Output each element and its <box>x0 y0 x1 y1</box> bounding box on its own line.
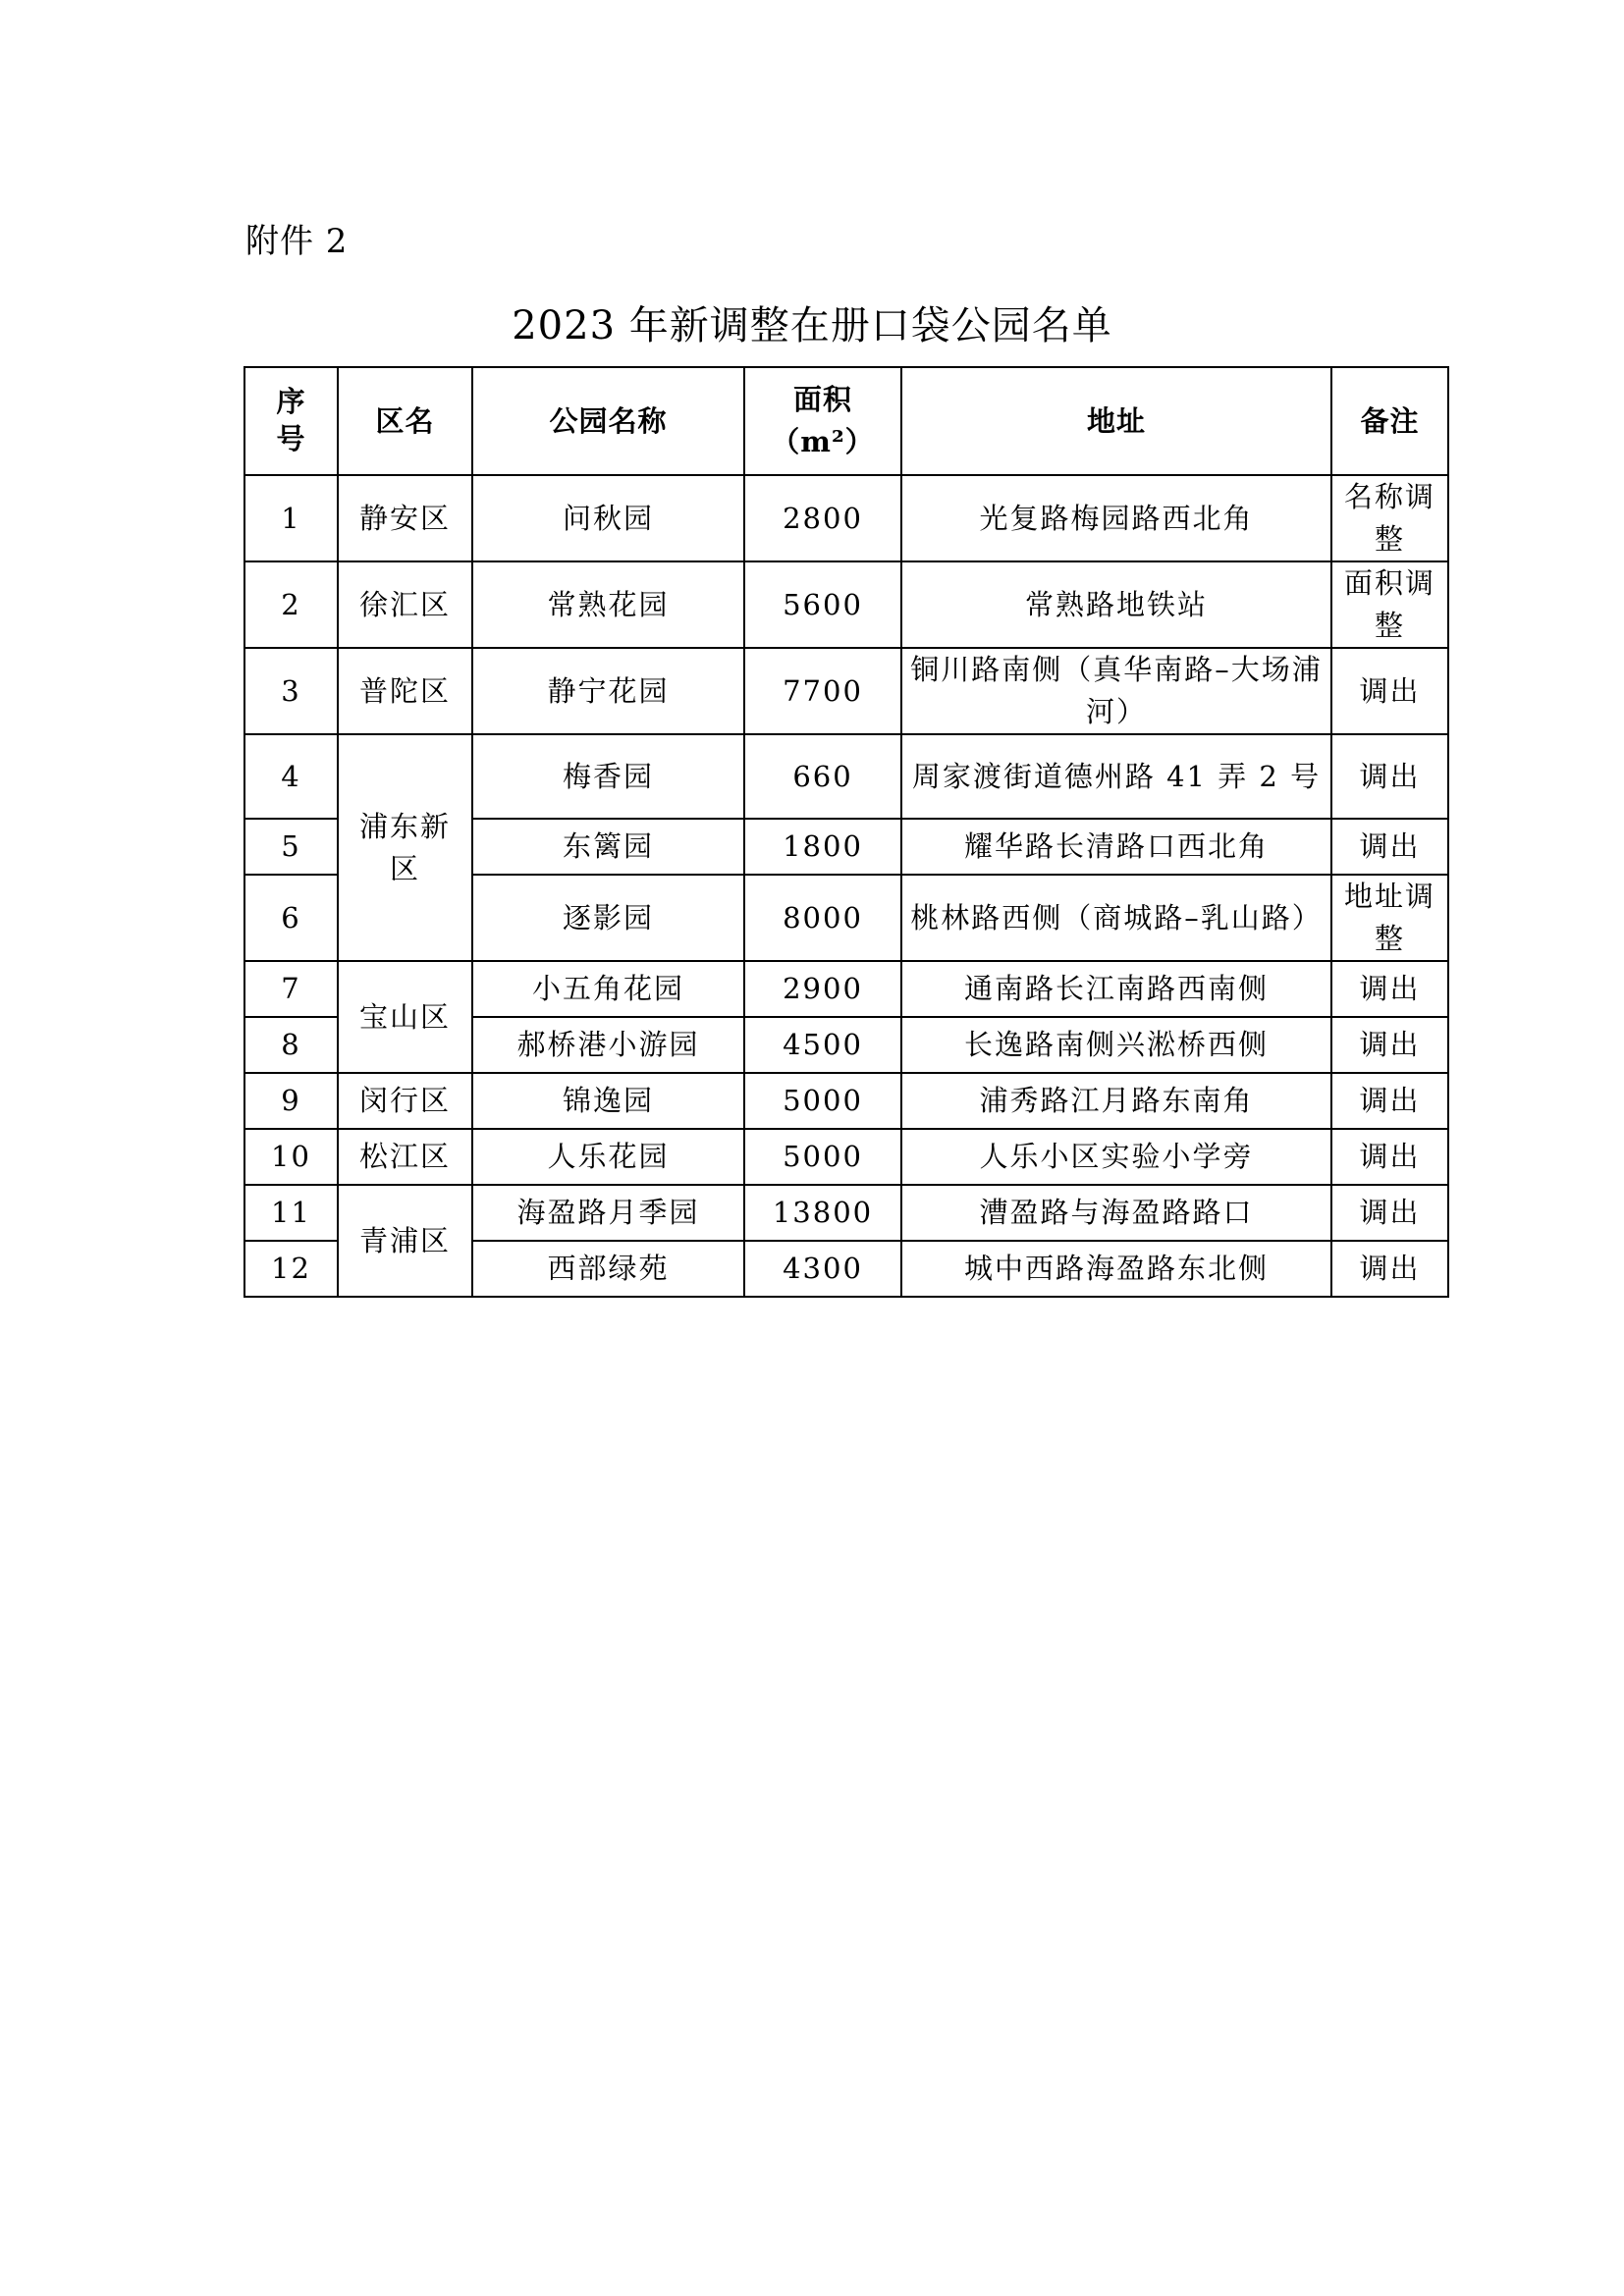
cell-park-name: 梅香园 <box>472 734 744 819</box>
cell-park-name: 西部绿苑 <box>472 1241 744 1297</box>
district-text: 浦东新区 <box>358 809 451 885</box>
cell-park-name: 逐影园 <box>472 875 744 961</box>
cell-address: 通南路长江南路西南侧 <box>901 961 1331 1017</box>
header-area-label: 面积 <box>792 383 852 416</box>
cell-park-name: 小五角花园 <box>472 961 744 1017</box>
cell-area: 660 <box>744 734 901 819</box>
header-area-unit: （m²） <box>771 425 875 458</box>
cell-address: 耀华路长清路口西北角 <box>901 819 1331 875</box>
table-row <box>244 475 1448 561</box>
header-district: 区名 <box>338 367 472 475</box>
header-index <box>244 367 338 475</box>
cell-district-merged: 宝山区 <box>338 961 472 1073</box>
cell-district: 徐汇区 <box>338 561 472 648</box>
cell-area: 5000 <box>744 1073 901 1129</box>
table-row <box>244 961 1448 1017</box>
cell-area: 4300 <box>744 1241 901 1297</box>
cell-area: 2800 <box>744 475 901 561</box>
cell-district-merged: 青浦区 <box>338 1185 472 1297</box>
cell-address: 浦秀路江月路东南角 <box>901 1073 1331 1129</box>
cell-remark: 调出 <box>1331 1129 1448 1185</box>
cell-index: 1 <box>244 475 338 561</box>
header-area <box>744 367 901 475</box>
cell-remark: 地址调整 <box>1331 875 1448 961</box>
cell-index: 6 <box>244 875 338 961</box>
cell-address: 周家渡街道德州路 41 弄 2 号 <box>901 734 1331 819</box>
cell-area: 5600 <box>744 561 901 648</box>
table-header-row <box>244 367 1448 475</box>
cell-district: 静安区 <box>338 475 472 561</box>
cell-area: 4500 <box>744 1017 901 1073</box>
table-row <box>244 561 1448 648</box>
cell-park-name: 静宁花园 <box>472 648 744 734</box>
table-row <box>244 1129 1448 1185</box>
cell-address: 铜川路南侧（真华南路–大场浦河） <box>901 648 1331 734</box>
cell-index: 11 <box>244 1185 338 1241</box>
cell-index: 12 <box>244 1241 338 1297</box>
table-row <box>244 734 1448 819</box>
cell-remark: 名称调整 <box>1331 475 1448 561</box>
cell-remark: 调出 <box>1331 1185 1448 1241</box>
cell-remark: 调出 <box>1331 1241 1448 1297</box>
cell-park-name: 海盈路月季园 <box>472 1185 744 1241</box>
cell-index: 3 <box>244 648 338 734</box>
cell-index: 2 <box>244 561 338 648</box>
cell-index: 9 <box>244 1073 338 1129</box>
cell-index: 4 <box>244 734 338 819</box>
table-row <box>244 648 1448 734</box>
header-park-name: 公园名称 <box>472 367 744 475</box>
cell-district: 松江区 <box>338 1129 472 1185</box>
cell-remark: 调出 <box>1331 648 1448 734</box>
attachment-label: 附件 2 <box>245 222 349 261</box>
cell-address: 人乐小区实验小学旁 <box>901 1129 1331 1185</box>
cell-park-name: 郝桥港小游园 <box>472 1017 744 1073</box>
cell-address: 常熟路地铁站 <box>901 561 1331 648</box>
cell-area: 2900 <box>744 961 901 1017</box>
cell-area: 13800 <box>744 1185 901 1241</box>
cell-area: 7700 <box>744 648 901 734</box>
cell-remark: 调出 <box>1331 1017 1448 1073</box>
cell-index: 10 <box>244 1129 338 1185</box>
cell-district-merged <box>338 734 472 961</box>
cell-address: 城中西路海盈路东北侧 <box>901 1241 1331 1297</box>
cell-park-name: 人乐花园 <box>472 1129 744 1185</box>
cell-address: 光复路梅园路西北角 <box>901 475 1331 561</box>
cell-park-name: 东篱园 <box>472 819 744 875</box>
document-title: 2023 年新调整在册口袋公园名单 <box>512 303 1112 348</box>
cell-park-name: 问秋园 <box>472 475 744 561</box>
cell-remark: 调出 <box>1331 734 1448 819</box>
header-index-text: 序号 <box>276 384 306 455</box>
cell-address: 桃林路西侧（商城路–乳山路） <box>901 875 1331 961</box>
cell-area: 1800 <box>744 819 901 875</box>
cell-address: 漕盈路与海盈路路口 <box>901 1185 1331 1241</box>
cell-district: 普陀区 <box>338 648 472 734</box>
cell-remark: 调出 <box>1331 961 1448 1017</box>
cell-index: 7 <box>244 961 338 1017</box>
cell-park-name: 常熟花园 <box>472 561 744 648</box>
cell-remark: 调出 <box>1331 819 1448 875</box>
table-row <box>244 1185 1448 1241</box>
cell-remark: 调出 <box>1331 1073 1448 1129</box>
park-list-table <box>244 366 1449 1298</box>
cell-district: 闵行区 <box>338 1073 472 1129</box>
cell-area: 5000 <box>744 1129 901 1185</box>
cell-park-name: 锦逸园 <box>472 1073 744 1129</box>
header-address: 地址 <box>901 367 1331 475</box>
cell-index: 8 <box>244 1017 338 1073</box>
cell-area: 8000 <box>744 875 901 961</box>
cell-remark: 面积调整 <box>1331 561 1448 648</box>
cell-address: 长逸路南侧兴淞桥西侧 <box>901 1017 1331 1073</box>
table-row <box>244 1073 1448 1129</box>
cell-index: 5 <box>244 819 338 875</box>
header-remark: 备注 <box>1331 367 1448 475</box>
